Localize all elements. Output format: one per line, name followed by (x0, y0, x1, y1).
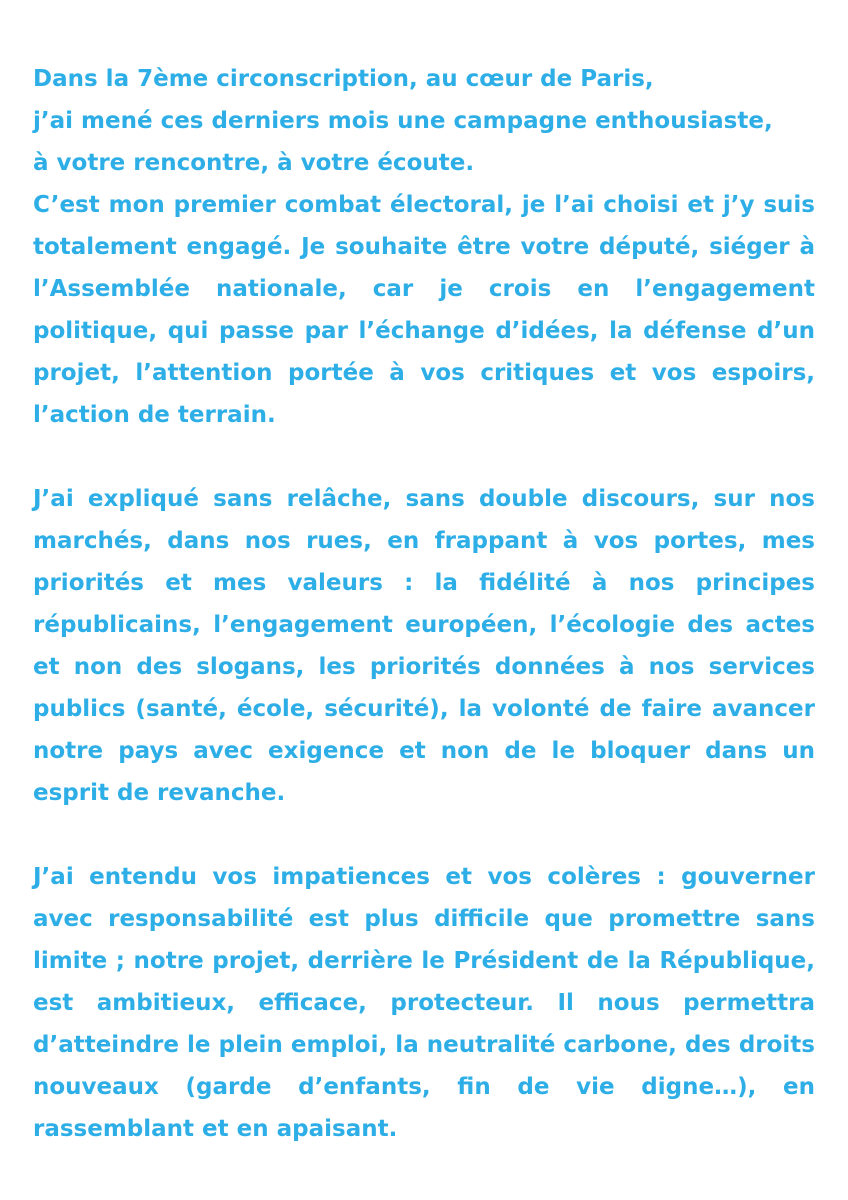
intro-line-2: j’ai mené ces derniers mois une campagne enthousiaste, (33, 108, 773, 134)
intro-line-1: Dans la 7ème circonscription, au cœur de Paris, (33, 66, 654, 92)
intro-line-3: à votre rencontre, à votre écoute. (33, 150, 475, 176)
paragraph-first-campaign: C’est mon premier combat électoral, je l’ai choisi et j’y suis totalement engagé. Je souhaite être votre député, siéger à l’Assemblée nationale, car je crois en l’engagement politique, qui passe par l’échange d’idées, la défense d’un projet, l’attention portée à vos critiques et vos espoirs, l’action de terrain. (33, 192, 815, 428)
paragraph-project: J’ai entendu vos impatiences et vos colères : gouverner avec responsabilité est plus difficile que promettre sans limite ; notre projet, derrière le Président de la République, est ambitieux, efficace, protecteur. Il nous permettra d’atteindre le plein emploi, la neutralité carbone, des droits nouveaux (garde d’enfants, fin de vie digne…), en rassemblant et en apaisant. (33, 864, 815, 1142)
campaign-letter (33, 58, 815, 1150)
paragraph-priorities: J’ai expliqué sans relâche, sans double discours, sur nos marchés, dans nos rues, en frappant à vos portes, mes priorités et mes valeurs : la fidélité à nos principes républicains, l’engagement européen, l’écologie des actes et non des slogans, les priorités données à nos services publics (santé, école, sécurité), la volonté de faire avancer notre pays avec exigence et non de le bloquer dans un esprit de revanche. (33, 486, 815, 806)
letter-block-1 (33, 58, 815, 436)
